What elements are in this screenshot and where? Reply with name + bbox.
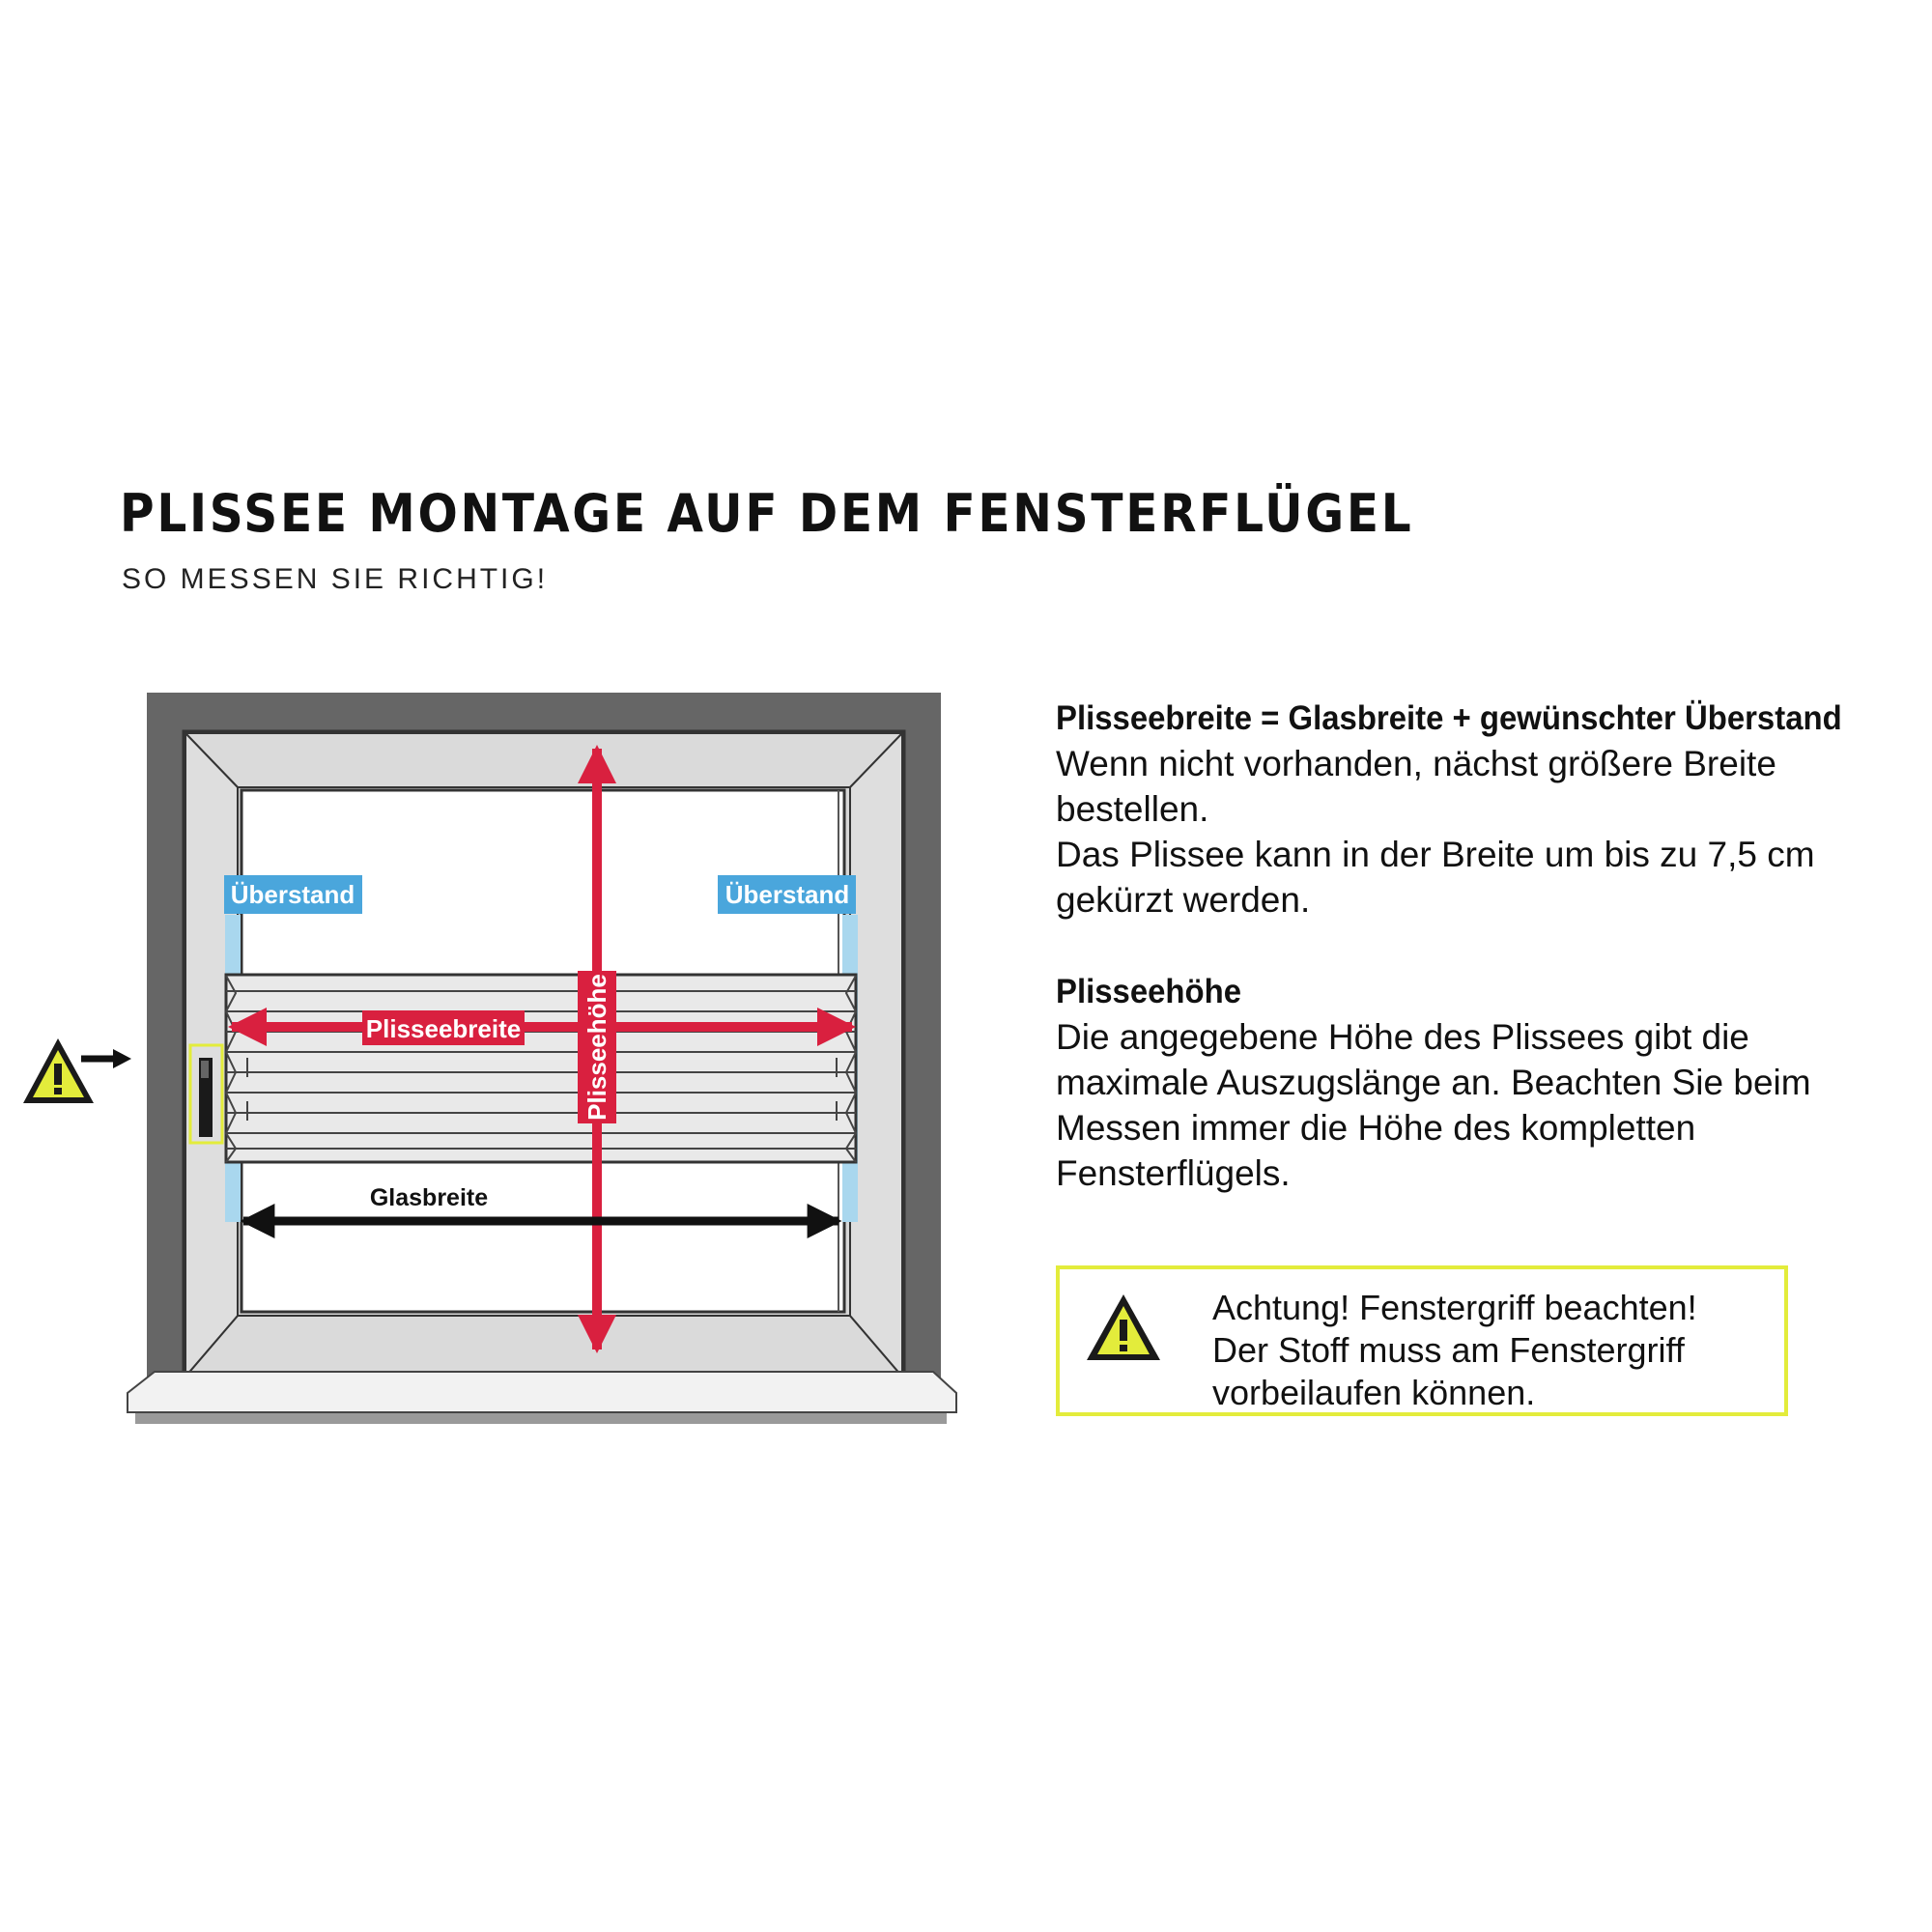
window-measurement-diagram <box>0 0 1024 1468</box>
plissee-width-heading: Plisseebreite = Glasbreite + gewünschter Überstand <box>1056 699 1842 737</box>
sash-bevel-top <box>185 733 902 787</box>
page-title: PLISSEE MONTAGE AUF DEM FENSTERFLÜGEL <box>120 483 1414 544</box>
warning-line-1: Achtung! Fenstergriff beachten! <box>1212 1288 1697 1327</box>
arrow-right-icon <box>81 1049 131 1068</box>
plissee-width-text-2: Das Plissee kann in der Breite um bis zu 7,5 cm gekürzt werden. <box>1056 835 1815 920</box>
plissee-height-text: Die angegebene Höhe des Plissees gibt die maximale Auszugslänge an. Beachten Sie beim Messen immer die Höhe des kompletten Fensterflügels. <box>1056 1017 1811 1193</box>
plissee-width-info <box>1056 696 1906 923</box>
plissee-height-info <box>1056 969 1906 1196</box>
overhang-left-label: Überstand <box>230 880 355 909</box>
warning-box <box>1056 1265 1788 1416</box>
plissee-width-text-1: Wenn nicht vorhanden, nächst größere Breite bestellen. <box>1056 744 1776 829</box>
warning-triangle-icon <box>23 1038 94 1103</box>
warning-line-2: Der Stoff muss am Fenstergriff <box>1212 1330 1685 1370</box>
sash-bevel-right <box>850 733 902 1377</box>
overhang-right-label: Überstand <box>724 880 850 909</box>
plissee-height-label: Plisseehöhe <box>582 974 611 1121</box>
page-subtitle: SO MESSEN SIE RICHTIG! <box>122 563 549 595</box>
window-sill <box>128 1372 956 1412</box>
sash-bevel-bottom <box>185 1316 902 1377</box>
plissee-width-label: Plisseebreite <box>365 1014 522 1043</box>
warning-triangle-icon <box>1085 1293 1162 1362</box>
warning-line-3: vorbeilaufen können. <box>1212 1373 1536 1412</box>
plissee-height-heading: Plisseehöhe <box>1056 973 1242 1010</box>
glass-width-label: Glasbreite <box>369 1184 489 1211</box>
pleated-blind <box>226 975 856 1162</box>
